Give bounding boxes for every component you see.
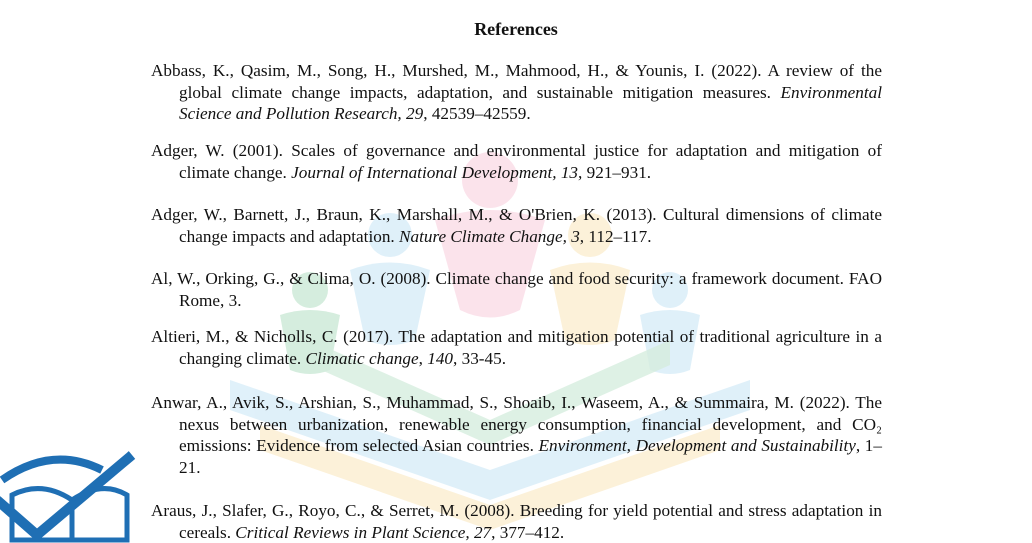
references-heading: References — [474, 19, 558, 39]
reference-entry: Adger, W., Barnett, J., Braun, K., Marshall, M., & O'Brien, K. (2013). Cultural dimensions of climate change impacts and adaptation. Nature Climate Change, 3, 112–117. — [151, 205, 882, 246]
checkmark-book-logo-icon — [0, 440, 142, 540]
reference-entry: Araus, J., Slafer, G., Royo, C., & Serret, M. (2008). Breeding for yield potential and stress adaptation in cereals. Critical Reviews in Plant Science, 27, 377–412. — [151, 501, 882, 542]
reference-entry: Anwar, A., Avik, S., Arshian, S., Muhammad, S., Shoaib, I., Waseem, A., & Summaira, M. (2022). The nexus between urbanization, renewable energy consumption, financial development, and CO₂ emissions: Evidence from selected Asian countries. Environment, Development and Sustainability, 1–21. — [151, 393, 882, 477]
reference-entry: Abbass, K., Qasim, M., Song, H., Murshed, M., Mahmood, H., & Younis, I. (2022). A review of the global climate change impacts, adaptation, and sustainable mitigation measures. Environmental Science and Pollution Research, 29, 42539–42559. — [151, 61, 882, 123]
reference-entry: Altieri, M., & Nicholls, C. (2017). The adaptation and mitigation potential of traditional agriculture in a changing climate. Climatic change, 140, 33-45. — [151, 327, 882, 368]
reference-entry: Adger, W. (2001). Scales of governance and environmental justice for adaptation and mitigation of climate change. Journal of International Development, 13, 921–931. — [151, 141, 882, 182]
reference-entry: Al, W., Orking, G., & Clima, O. (2008). Climate change and food security: a framework document. FAO Rome, 3. — [151, 269, 882, 310]
